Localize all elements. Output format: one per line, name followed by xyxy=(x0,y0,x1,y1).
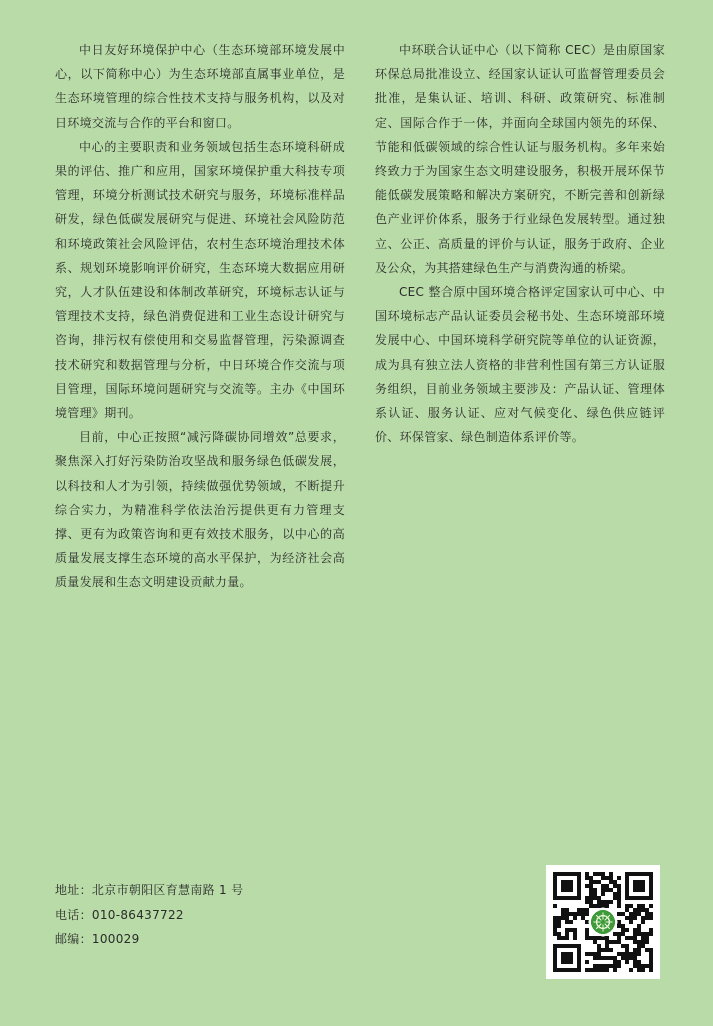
right-paragraph-1: 中环联合认证中心（以下简称 CEC）是由原国家环保总局批准设立、经国家认证认可监督管理委员会批准，是集认证、培训、科研、政策研究、标准制定、国际合作于一体，并面向全球国内领先的环保、节能和低碳领域的综合性认证与服务机构。多年来始终致力于为国家生态文明建设服务，积极开展环保节能低碳发展策略和解决方案研究，不断完善和创新绿色产业评价体系，服务于行业绿色发展转型。通过独立、公正、高质量的评价与认证，服务于政府、企业及公众，为其搭建绿色生产与消费沟通的桥梁。 xyxy=(375,43,665,275)
right-column xyxy=(375,38,665,449)
address-text: 地址：北京市朝阳区育慧南路 1 号 xyxy=(55,883,244,897)
qr-code-icon xyxy=(553,872,653,972)
left-paragraph-1: 中日友好环境保护中心（生态环境部环境发展中心，以下简称中心）为生态环境部直属事业单位，是生态环境管理的综合性技术支持与服务机构，以及对日环境交流与合作的平台和窗口。 xyxy=(55,43,345,130)
left-column xyxy=(55,38,345,595)
qr-code xyxy=(546,865,660,979)
left-paragraph-3: 目前，中心正按照“减污降碳协同增效”总要求，聚焦深入打好污染防治攻坚战和服务绿色低碳发展，以科技和人才为引领，持续做强优势领域，不断提升综合实力，为精准科学依法治污提供更有力管理支撑、更有为政策咨询和更有效技术服务，以中心的高质量发展支撑生态环境的高水平保护，为经济社会高质量发展和生态文明建设贡献力量。 xyxy=(55,430,345,590)
contact-info xyxy=(55,878,243,952)
postcode-text: 邮编：100029 xyxy=(55,932,140,946)
left-paragraph-2: 中心的主要职责和业务领域包括生态环境科研成果的评估、推广和应用，国家环境保护重大科技专项管理，环境分析测试技术研究与服务，环境标准样品研发，绿色低碳发展研究与促进、环境社会风险防范和环境政策社会风险评估，农村生态环境治理技术体系、规划环境影响评价研究，生态环境大数据应用研究，人才队伍建设和体制改革研究，环境标志认证与管理技术支持，绿色消费促进和工业生态设计研究与咨询，排污权有偿使用和交易监督管理，污染源调查技术研究和数据管理与分析，中日环境合作交流与项目管理，国际环境问题研究与交流等。主办《中国环境管理》期刊。 xyxy=(55,139,345,421)
right-paragraph-2: CEC 整合原中国环境合格评定国家认可中心、中国环境标志产品认证委员会秘书处、生态环境部环境发展中心、中国环境科学研究院等单位的认证资源，成为具有独立法人资格的非营利性国有第三方认证服务组织，目前业务领域主要涉及：产品认证、管理体系认证、服务认证、应对气候变化、绿色供应链评价、环保管家、绿色制造体系评价等。 xyxy=(375,285,665,445)
phone-text: 电话：010-86437722 xyxy=(55,907,184,922)
